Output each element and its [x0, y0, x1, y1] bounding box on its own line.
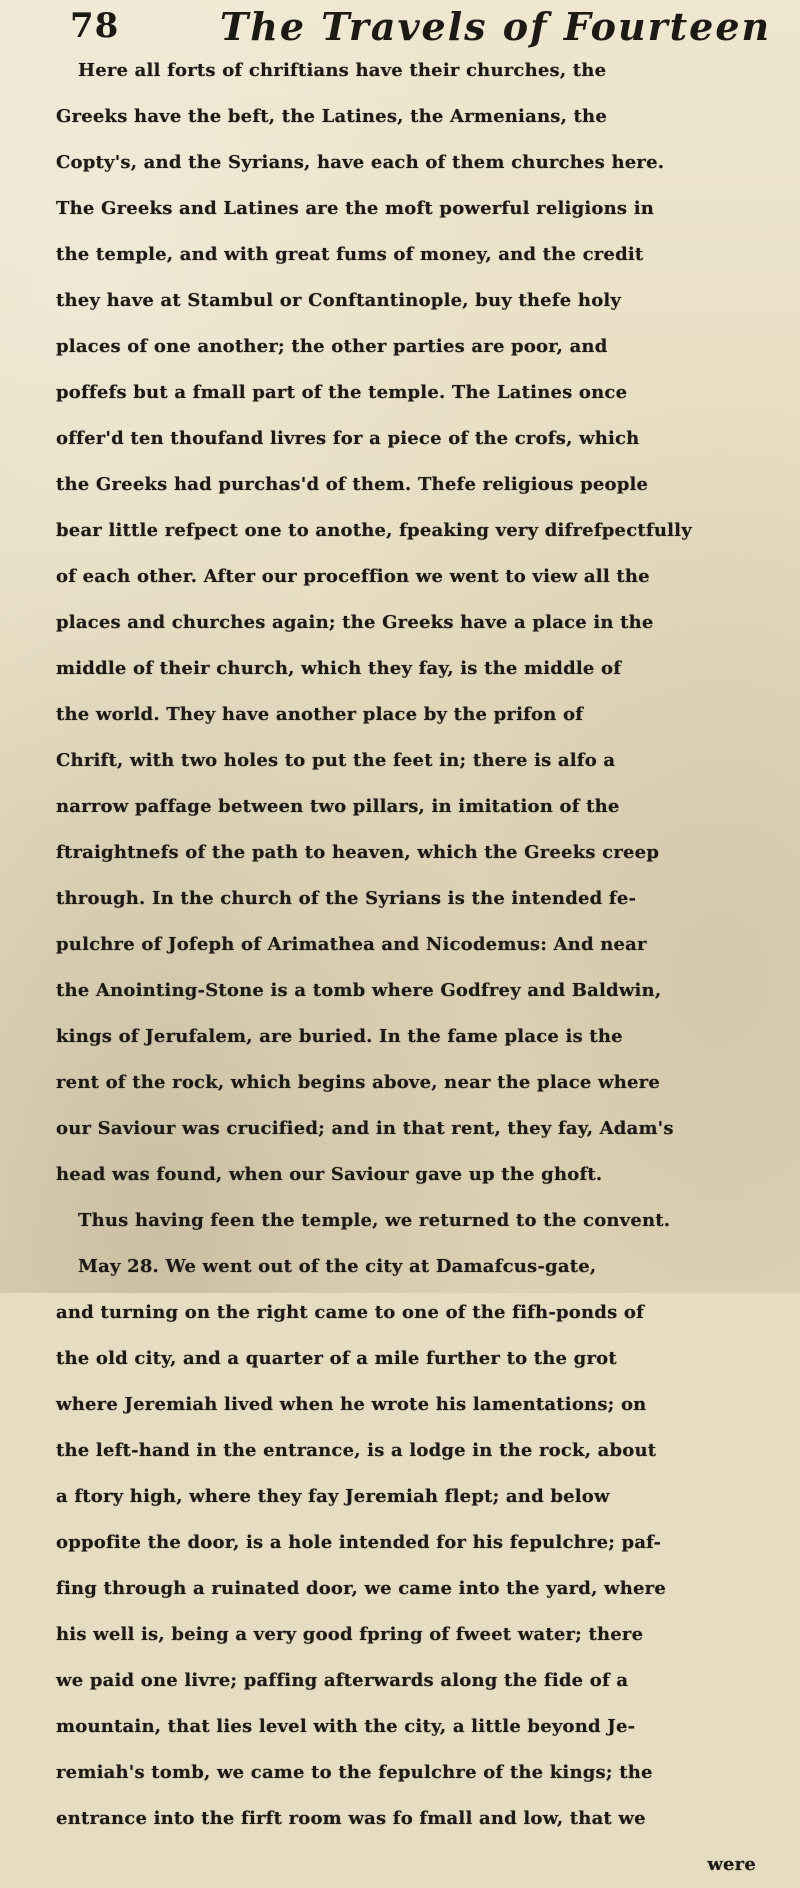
text-line: our Saviour was crucified; and in that rent, they fay, Adam's	[56, 1118, 674, 1139]
text-line: middle of their church, which they fay, is the middle of	[56, 658, 622, 679]
text-line: a ftory high, where they fay Jeremiah flept; and below	[56, 1486, 610, 1507]
text-line: Copty's, and the Syrians, have each of them churches here.	[56, 152, 665, 173]
text-line: kings of Jerufalem, are buried. In the fame place is the	[56, 1026, 623, 1047]
text-line: head was found, when our Saviour gave up the ghoft.	[56, 1164, 603, 1185]
text-line: the Greeks had purchas'd of them. Thefe religious people	[56, 474, 649, 495]
text-line: places of one another; the other parties are poor, and	[56, 336, 608, 357]
text-line: poffefs but a fmall part of the temple. The Latines once	[56, 382, 628, 403]
text-line: entrance into the firft room was fo fmall and low, that we	[56, 1808, 646, 1829]
text-line: mountain, that lies level with the city, a little beyond Je-	[56, 1716, 636, 1737]
running-head	[70, 4, 790, 48]
text-line: of each other. After our proceffion we went to view all the	[56, 566, 650, 587]
text-line: narrow paffage between two pillars, in imitation of the	[56, 796, 620, 817]
text-line: the Anointing-Stone is a tomb where Godfrey and Baldwin,	[56, 980, 662, 1001]
text-line: ftraightnefs of the path to heaven, which the Greeks creep	[56, 842, 660, 863]
text-line: places and churches again; the Greeks have a place in the	[56, 612, 654, 633]
text-line: the left-hand in the entrance, is a lodge in the rock, about	[56, 1440, 657, 1461]
running-title: The Travels of Fourteen	[220, 3, 772, 49]
text-line: his well is, being a very good fpring of fweet water; there	[56, 1624, 644, 1645]
text-line: they have at Stambul or Conftantinople, buy thefe holy	[56, 290, 622, 311]
text-line: the temple, and with great fums of money, and the credit	[56, 244, 644, 265]
body-text	[38, 48, 796, 1888]
text-line: where Jeremiah lived when he wrote his lamentations; on	[56, 1394, 647, 1415]
text-line: we paid one livre; paffing afterwards along the fide of a	[56, 1670, 629, 1691]
text-line: pulchre of Jofeph of Arimathea and Nicodemus: And near	[56, 934, 647, 955]
text-line: oppofite the door, is a hole intended for his fepulchre; paf-	[56, 1532, 662, 1553]
text-line: Here all forts of chriftians have their churches, the	[78, 60, 607, 81]
text-line: May 28. We went out of the city at Damafcus-gate,	[78, 1256, 597, 1277]
text-line: remiah's tomb, we came to the fepulchre of the kings; the	[56, 1762, 653, 1783]
text-line: Thus having feen the temple, we returned to the convent.	[78, 1210, 671, 1231]
text-line: the world. They have another place by the prifon of	[56, 704, 584, 725]
text-line: Chrift, with two holes to put the feet in; there is alfo a	[56, 750, 616, 771]
text-line: Greeks have the beft, the Latines, the Armenians, the	[56, 106, 607, 127]
text-line: the old city, and a quarter of a mile further to the grot	[56, 1348, 617, 1369]
text-line: fing through a ruinated door, we came into the yard, where	[56, 1578, 666, 1599]
page-number: 78	[70, 6, 120, 46]
text-line: offer'd ten thoufand livres for a piece of the crofs, which	[56, 428, 640, 449]
text-line: rent of the rock, which begins above, near the place where	[56, 1072, 660, 1093]
catchword: were	[707, 1854, 756, 1875]
text-line: bear little refpect one to anothe, fpeaking very difrefpectfully	[56, 520, 692, 541]
text-line: and turning on the right came to one of the fifh-ponds of	[56, 1302, 645, 1323]
text-line: The Greeks and Latines are the moft powerful religions in	[56, 198, 655, 219]
text-line: through. In the church of the Syrians is the intended fe-	[56, 888, 637, 909]
